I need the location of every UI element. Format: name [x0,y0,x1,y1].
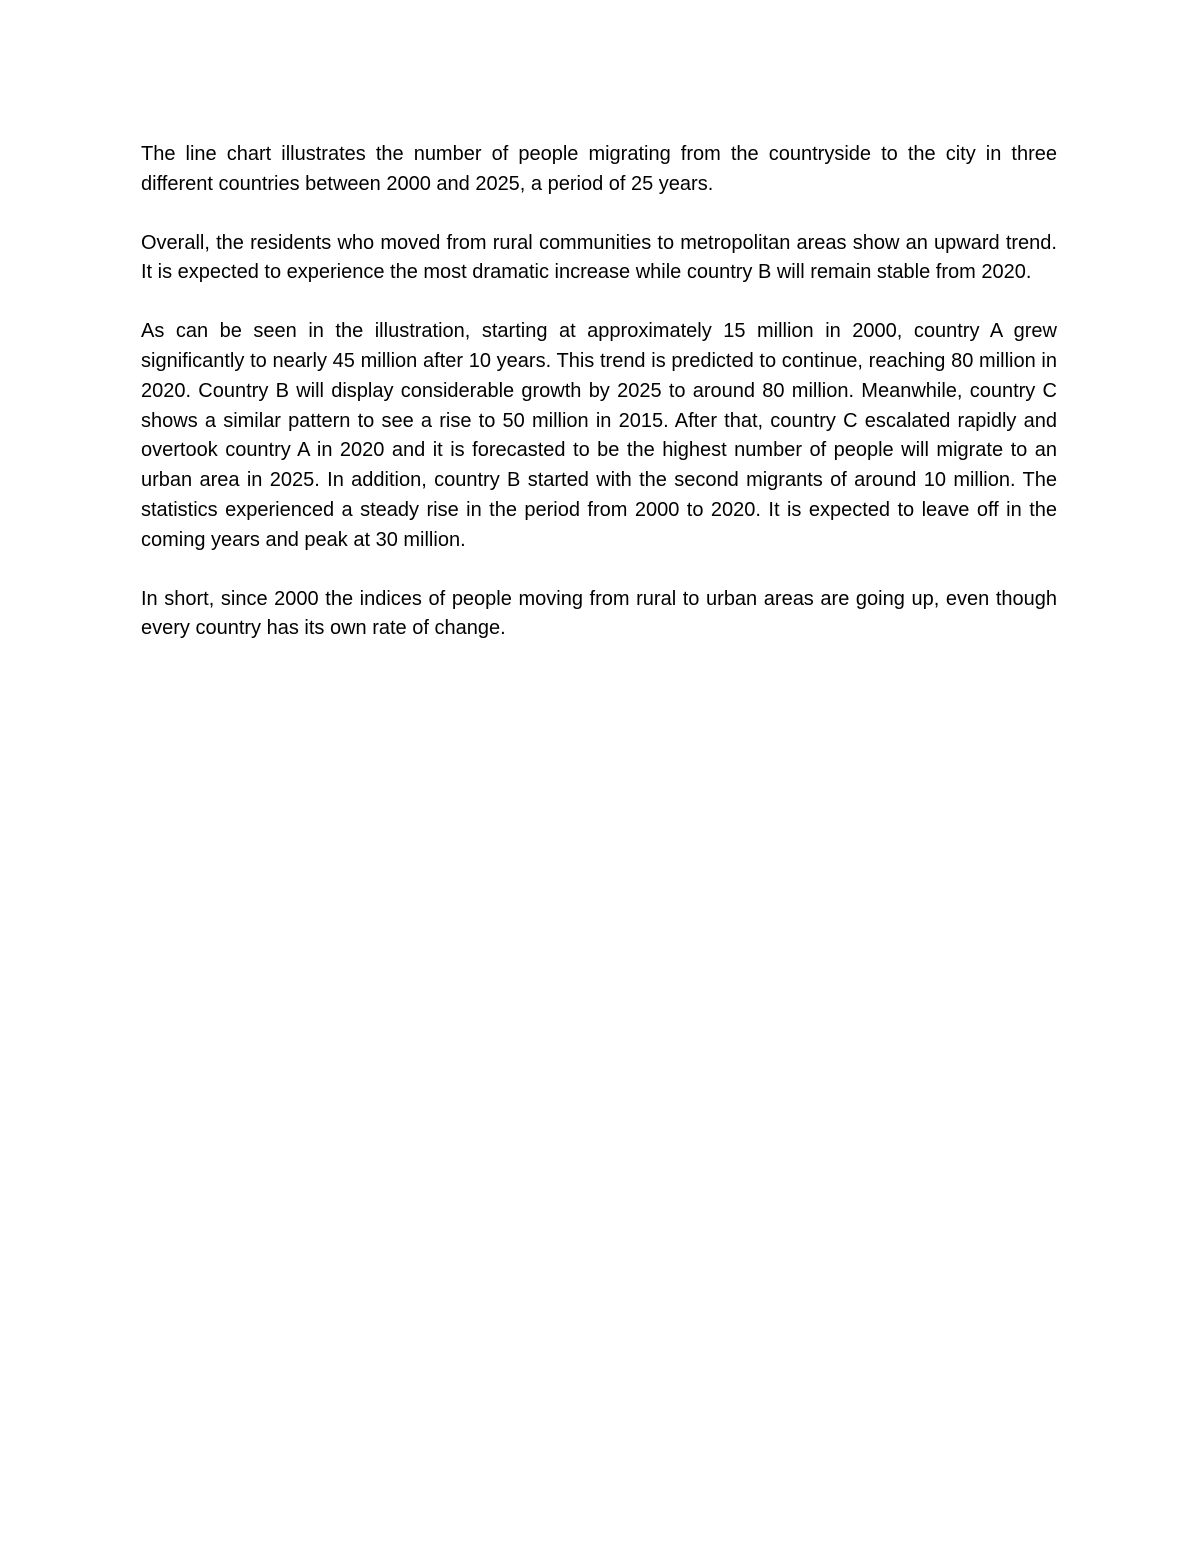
overview-paragraph: Overall, the residents who moved from rural communities to metropolitan areas show an upward trend. It is expected to experience the most dramatic increase while country B will remain stable from 2020. [141,231,1057,284]
document-body [141,140,1057,673]
details-paragraph: As can be seen in the illustration, starting at approximately 15 million in 2000, country A grew significantly to nearly 45 million after 10 years. This trend is predicted to continue, reaching 80 million in 2020. Country B will display considerable growth by 2025 to around 80 million. Meanwhile, country C shows a similar pattern to see a rise to 50 million in 2015. After that, country C escalated rapidly and overtook country A in 2020 and it is forecasted to be the highest number of people will migrate to an urban area in 2025. In addition, country B started with the second migrants of around 10 million. The statistics experienced a steady rise in the period from 2000 to 2020. It is expected to leave off in the coming years and peak at 30 million. [141,320,1057,551]
conclusion-paragraph: In short, since 2000 the indices of people moving from rural to urban areas are going up, even though every country has its own rate of change. [141,587,1057,640]
introduction-paragraph: The line chart illustrates the number of people migrating from the countryside to the city in three different countries between 2000 and 2025, a period of 25 years. [141,143,1057,195]
